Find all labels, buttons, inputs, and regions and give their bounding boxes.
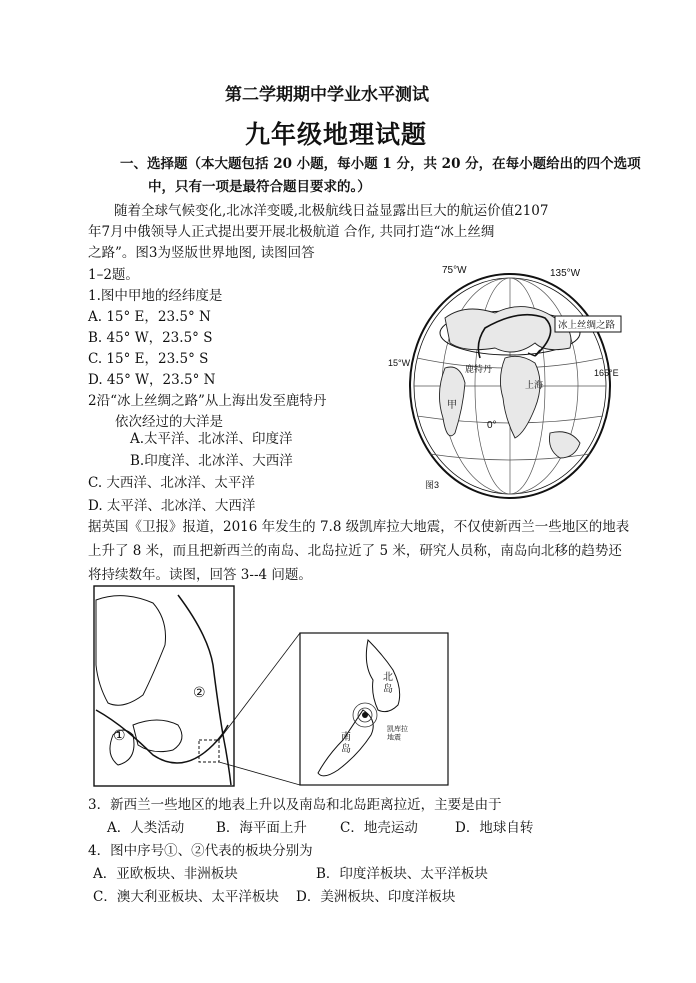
q2-stem-2: 依次经过的大洋是 (115, 414, 223, 430)
q4-option-b: B．印度洋板块、太平洋板块 (316, 866, 488, 882)
figure3-jia: 甲 (447, 400, 457, 411)
instructions-line-1: 一、选择题（本大题包括 20 小题，每小题 1 分，共 20 分，在每小题给出的四个选项 (120, 156, 641, 172)
figure3-lon-15w: 15°W (388, 358, 411, 368)
plate-mark-2: ② (193, 684, 206, 700)
q2-option-b: B.印度洋、北冰洋、大西洋 (130, 453, 293, 469)
q4-stem: 4．图中序号①、②代表的板块分别为 (88, 843, 313, 859)
q3-option-a: A．人类活动 (107, 820, 185, 836)
q4-option-d: D．美洲板块、印度洋板块 (296, 889, 456, 905)
q1-option-b: B. 45° W，23.5° S (88, 330, 213, 346)
q2-option-c: C. 大西洋、北冰洋、太平洋 (88, 475, 255, 491)
q1-option-c: C. 15° E，23.5° S (88, 351, 209, 367)
figure3-route-label: 冰上丝绸之路 (558, 320, 616, 331)
plate-mark-1: ① (113, 727, 126, 743)
north-island-label: 北岛 (383, 672, 393, 695)
figure3-rotterdam: 鹿特丹 (465, 364, 493, 374)
q2-stem: 2沿“冰上丝绸之路”从上海出发至鹿特丹 (88, 393, 327, 409)
instructions-line-2: 中，只有一项是最符合题目要求的。） (148, 179, 371, 195)
figure3-caption: 图3 (425, 480, 440, 490)
q1-option-a: A. 15° E，23.5° N (88, 309, 211, 325)
q1-stem: 1.图中甲地的经纬度是 (88, 288, 223, 304)
q3-option-d: D．地球自转 (455, 820, 534, 836)
q3-option-c: C．地壳运动 (340, 820, 418, 836)
figure3-shanghai: 上海 (525, 380, 544, 390)
q3-option-b: B．海平面上升 (216, 820, 307, 836)
passage2-line-3: 将持续数年。读图，回答 3--4 问题。 (88, 567, 312, 583)
q2-option-a: A.太平洋、北冰洋、印度洋 (130, 431, 293, 447)
new-zealand-plate-map (93, 585, 453, 790)
passage1-line-3: 之路”。图3为竖版世界地图, 读图回答 (88, 245, 315, 261)
q1-option-d: D. 45° W，23.5° N (88, 372, 216, 388)
exam-title: 九年级地理试题 (245, 120, 428, 149)
q3-stem: 3．新西兰一些地区的地表上升以及南岛和北岛距离拉近，主要是由于 (88, 797, 502, 813)
q4-option-c: C．澳大利亚板块、太平洋板块 (93, 889, 279, 905)
passage1-line-4: 1–2题。 (88, 267, 139, 283)
figure3-lon-165e: 165°E (594, 368, 619, 378)
figure3-world-map (385, 258, 619, 498)
exam-subtitle: 第二学期期中学业水平测试 (225, 85, 429, 105)
south-island-label: 南岛 (341, 732, 351, 755)
passage2-line-2: 上升了 8 米，而且把新西兰的南岛、北岛拉近了 5 米，研究人员称，南岛向北移的趋势还 (88, 543, 622, 559)
passage1-line-1: 随着全球气候变化,北冰洋变暖,北极航线日益显露出巨大的航运价值2107 (114, 203, 549, 219)
figure3-lon-75w: 75°W (442, 265, 467, 276)
q2-option-d: D. 太平洋、北冰洋、大西洋 (88, 498, 256, 514)
q4-option-a: A．亚欧板块、非洲板块 (93, 866, 238, 882)
kaikoura-label: 凯库拉地震 (387, 726, 408, 742)
passage2-line-1: 据英国《卫报》报道，2016 年发生的 7.8 级凯库拉大地震，不仅使新西兰一些地区的地表 (88, 519, 630, 535)
passage1-line-2: 年7月中俄领导人正式提出要开展北极航道 合作, 共同打造“冰上丝绸 (88, 224, 495, 240)
figure3-lon-135w: 135°W (550, 268, 581, 279)
figure3-zero-label: 0° (487, 420, 497, 431)
